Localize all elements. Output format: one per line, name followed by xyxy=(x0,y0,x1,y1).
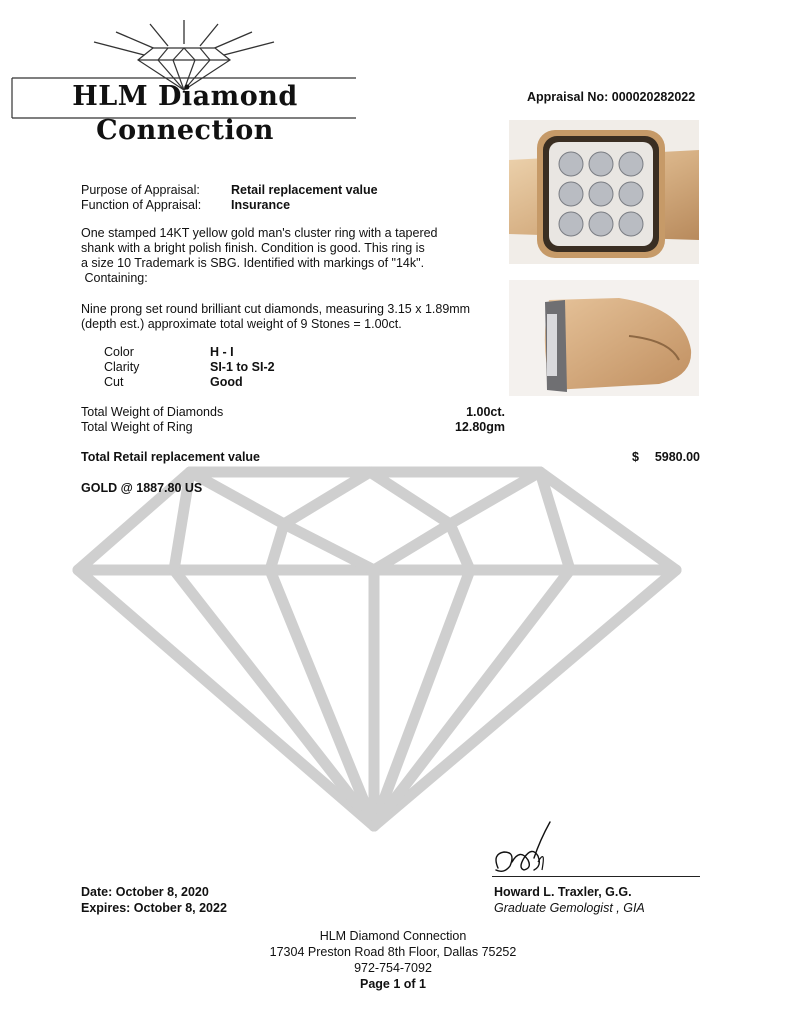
weight-ring-value: 12.80gm xyxy=(454,420,505,434)
brand-name: HLM Diamond Connection xyxy=(72,81,298,146)
appraisal-label: Appraisal No: xyxy=(527,90,609,104)
appraisal-value: 000020282022 xyxy=(611,90,696,104)
diamonds-line-2: (depth est.) approximate total weight of 9 Stones = 1.00ct. xyxy=(81,317,402,331)
weight-diamonds-label: Total Weight of Diamonds xyxy=(81,405,224,419)
description-line-3: a size 10 Trademark is SBG. Identified with markings of "14k". xyxy=(81,256,425,270)
expiry-date: Expires: October 8, 2022 xyxy=(81,901,227,915)
background-diamond-watermark xyxy=(70,462,682,834)
grade-cut-value: Good xyxy=(210,375,243,389)
function-value: Insurance xyxy=(231,198,291,212)
ring-top-view-image xyxy=(509,120,699,264)
grade-clarity-value: SI-1 to SI-2 xyxy=(210,360,275,374)
grade-clarity-label: Clarity xyxy=(104,360,140,374)
page-number: Page 1 of 1 xyxy=(360,977,426,991)
issue-date: Date: October 8, 2020 xyxy=(81,885,209,899)
purpose-label: Purpose of Appraisal: xyxy=(81,183,200,197)
gemologist-signature xyxy=(488,818,568,880)
description-line-4: Containing: xyxy=(81,271,148,285)
total-value-amount: 5980.00 xyxy=(654,450,700,464)
gemologist-title: Graduate Gemologist , GIA xyxy=(494,901,645,915)
gold-price: GOLD @ 1887.80 US xyxy=(81,481,203,495)
grade-color-label: Color xyxy=(104,345,134,359)
ring-photo-top xyxy=(509,120,699,264)
weight-diamonds-value: 1.00ct. xyxy=(466,405,505,419)
currency-symbol: $ xyxy=(632,450,639,464)
footer-address: 17304 Preston Road 8th Floor, Dallas 75252 xyxy=(269,945,517,959)
grade-cut-label: Cut xyxy=(104,375,124,389)
appraisal-number xyxy=(527,90,695,105)
description-line-1: One stamped 14KT yellow gold man's cluster ring with a tapered xyxy=(81,226,438,240)
ring-side-view-image xyxy=(509,280,699,396)
signature-line xyxy=(492,876,700,877)
diamonds-line-1: Nine prong set round brilliant cut diamonds, measuring 3.15 x 1.89mm xyxy=(81,302,471,316)
ring-photo-side xyxy=(509,280,699,396)
footer-company: HLM Diamond Connection xyxy=(319,929,467,943)
weight-ring-label: Total Weight of Ring xyxy=(81,420,193,434)
footer-phone: 972-754-7092 xyxy=(354,961,432,975)
gemologist-name: Howard L. Traxler, G.G. xyxy=(494,885,632,899)
description-line-2: shank with a bright polish finish. Condition is good. This ring is xyxy=(81,241,425,255)
total-value-label: Total Retail replacement value xyxy=(81,450,260,464)
purpose-value: Retail replacement value xyxy=(231,183,378,197)
function-label: Function of Appraisal: xyxy=(81,198,202,212)
grade-color-value: H - I xyxy=(210,345,234,359)
